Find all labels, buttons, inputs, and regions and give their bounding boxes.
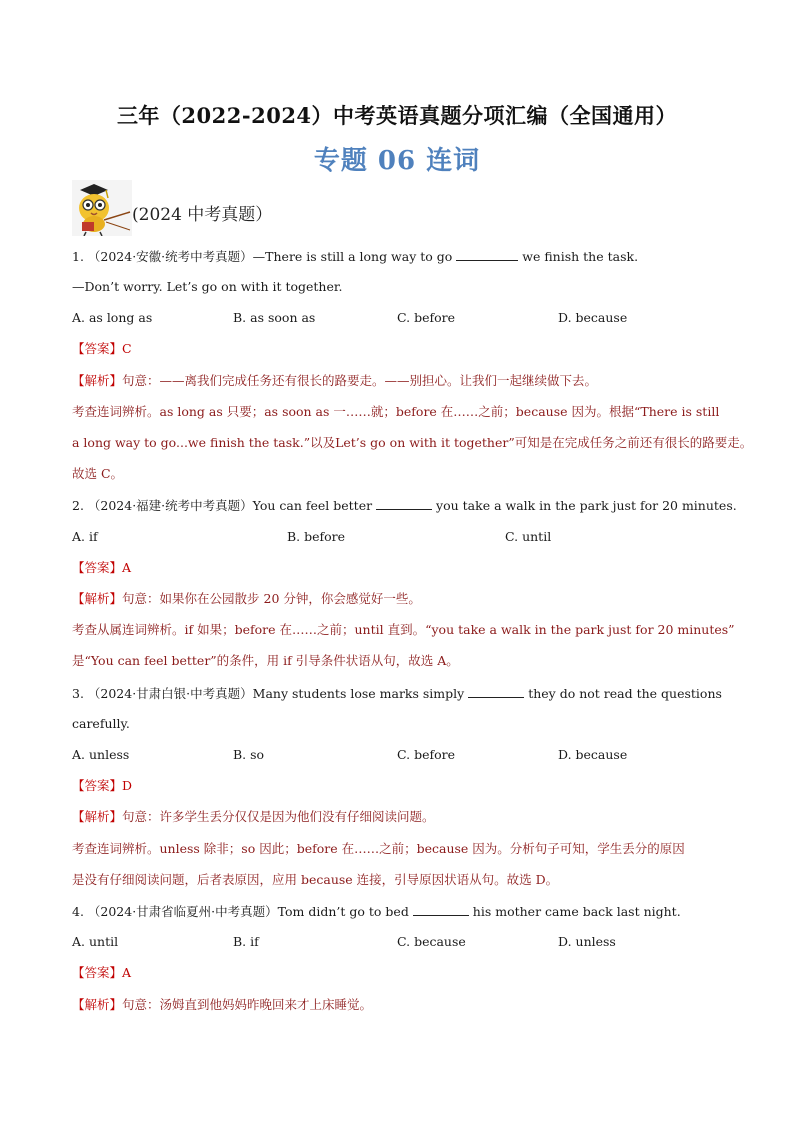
question-text: his mother came back last night. xyxy=(472,904,681,919)
analysis-tag: 【解析】 xyxy=(72,997,123,1012)
answer-tag: 【答案】 xyxy=(72,965,123,980)
option-b: B. if xyxy=(233,934,259,949)
answer-blank xyxy=(376,497,432,510)
answer-tag: 【答案】 xyxy=(72,778,123,793)
question-1-answer xyxy=(72,341,132,357)
question-3-line-2: carefully. xyxy=(72,716,130,731)
answer-value: A xyxy=(122,965,132,980)
question-3-analysis xyxy=(72,809,435,825)
option-c: C. until xyxy=(505,529,552,544)
question-4-options xyxy=(72,934,732,950)
option-c: C. before xyxy=(397,747,455,762)
analysis-text: a long way to go...we finish the task.”以及Let’s go on with it together”可知是在完成任务之前还有很长的路要走。 xyxy=(72,435,753,450)
topic-title: 专题 06 连词 xyxy=(313,146,481,176)
question-text: you take a walk in the park just for 20 minutes. xyxy=(436,498,737,513)
question-1-options xyxy=(72,310,732,326)
question-text: 3. （2024·甘肃白银·中考真题）Many students lose marks simply xyxy=(72,686,465,701)
question-text: they do not read the questions xyxy=(528,686,722,701)
question-text: we finish the task. xyxy=(522,249,639,264)
question-2-analysis xyxy=(72,591,421,607)
option-b: B. before xyxy=(287,529,346,544)
analysis-text: 句意：汤姆直到他妈妈昨晚回来才上床睡觉。 xyxy=(122,997,373,1012)
question-text: 2. （2024·福建·统考中考真题）You can feel better xyxy=(72,498,373,513)
document-title: 三年（2022-2024）中考英语真题分项汇编（全国通用） xyxy=(116,103,678,128)
option-d: D. because xyxy=(558,747,628,762)
answer-blank xyxy=(413,903,469,916)
analysis-tag: 【解析】 xyxy=(72,809,123,824)
option-a: A. as long as xyxy=(72,310,153,325)
question-2-stem xyxy=(72,497,737,514)
analysis-text: 考查连词辨析。as long as 只要；as soon as 一……就；before 在……之前；because 因为。根据“There is still xyxy=(72,404,720,419)
question-1-line-2: —Don’t worry. Let’s go on with it together. xyxy=(72,279,343,294)
question-4-analysis xyxy=(72,997,372,1013)
question-4-answer xyxy=(72,965,131,981)
question-text: 1. （2024·安徽·统考中考真题）—There is still a long way to go xyxy=(72,249,453,264)
analysis-text: 句意：——离我们完成任务还有很长的路要走。——别担心。让我们一起继续做下去。 xyxy=(122,373,598,388)
section-label: (2024 中考真题） xyxy=(132,205,273,225)
option-b: B. so xyxy=(233,747,265,762)
answer-tag: 【答案】 xyxy=(72,341,123,356)
question-3-answer xyxy=(72,778,132,794)
option-a: A. until xyxy=(72,934,119,949)
option-c: C. because xyxy=(397,934,466,949)
option-c: C. before xyxy=(397,310,455,325)
question-2-answer xyxy=(72,560,131,576)
option-d: D. because xyxy=(558,310,628,325)
answer-blank xyxy=(468,685,524,698)
option-a: A. unless xyxy=(72,747,130,762)
analysis-text: 是“You can feel better”的条件，用 if 引导条件状语从句，故选 A。 xyxy=(72,653,459,668)
answer-blank xyxy=(456,248,518,261)
owl-teacher-mascot-icon xyxy=(72,180,132,236)
question-text: 4. （2024·甘肃省临夏州·中考真题）Tom didn’t go to bed xyxy=(72,904,409,919)
analysis-text: 句意：如果你在公园散步 20 分钟，你会感觉好一些。 xyxy=(122,591,421,606)
question-2-options xyxy=(72,529,732,545)
answer-value: C xyxy=(122,341,132,356)
question-4-stem xyxy=(72,903,681,920)
question-1-analysis xyxy=(72,373,597,389)
analysis-tag: 【解析】 xyxy=(72,591,123,606)
analysis-text: 是没有仔细阅读问题，后者表原因，应用 because 连接，引导原因状语从句。故选 D。 xyxy=(72,872,559,887)
section-header xyxy=(72,180,372,236)
answer-value: D xyxy=(122,778,133,793)
analysis-text: 故选 C。 xyxy=(72,466,124,481)
question-1-stem xyxy=(72,248,638,265)
analysis-text: 考查从属连词辨析。if 如果；before 在……之前；until 直到。“you take a walk in the park just for 20 minutes” xyxy=(72,622,735,637)
answer-tag: 【答案】 xyxy=(72,560,123,575)
option-a: A. if xyxy=(72,529,98,544)
analysis-text: 考查连词辨析。unless 除非；so 因此；before 在……之前；because 因为。分析句子可知，学生丢分的原因 xyxy=(72,841,685,856)
question-3-options xyxy=(72,747,732,763)
analysis-text: 句意：许多学生丢分仅仅是因为他们没有仔细阅读问题。 xyxy=(122,809,435,824)
analysis-tag: 【解析】 xyxy=(72,373,123,388)
answer-value: A xyxy=(122,560,132,575)
option-b: B. as soon as xyxy=(233,310,316,325)
option-d: D. unless xyxy=(558,934,616,949)
question-3-stem xyxy=(72,685,722,702)
